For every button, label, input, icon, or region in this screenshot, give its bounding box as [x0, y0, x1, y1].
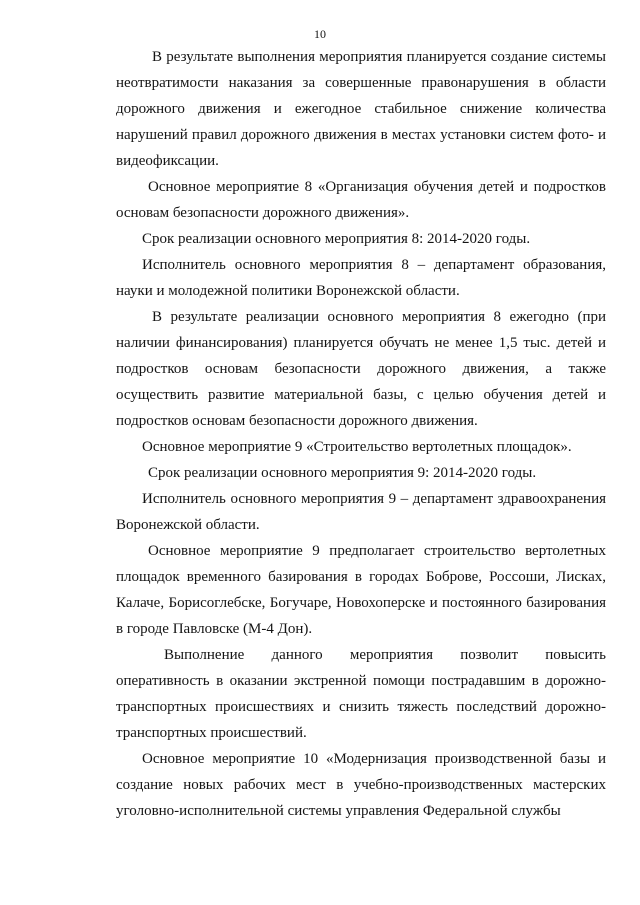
paragraph-measure-8-period: Срок реализации основного мероприятия 8: 2014-2020 годы. — [142, 231, 531, 247]
paragraph-measure-9-period: Срок реализации основного мероприятия 9: 2014-2020 годы. — [148, 465, 537, 481]
paragraph-measure-8-title: Основное мероприятие 8 «Организация обучения детей и подростков основам безопасности дорожного движения». — [116, 179, 606, 221]
paragraph-measure-9-description: Основное мероприятие 9 предполагает строительство вертолетных площадок временного базирования в городах Боброве, Россоши, Лисках, Калаче, Борисоглебске, Богучаре, Новохоперске и постоянного базирования в городе Павловске (М-4 Дон). — [116, 543, 606, 637]
paragraph-measure-9-effect: Выполнение данного мероприятия позволит повысить оперативность в оказании экстренной помощи пострадавшим в дорожно-транспортных происшествиях и снизить тяжесть последствий дорожно-транспортных происшествий. — [116, 647, 606, 741]
paragraph-measure-8-result: В результате реализации основного мероприятия 8 ежегодно (при наличии финансирования) планируется обучать не менее 1,5 тыс. детей и подростков основам безопасности дорожного движения, а также осуществить развитие материальной базы, с целью обучения детей и подростков основам безопасности дорожного движения. — [116, 309, 606, 429]
page-body — [116, 44, 606, 824]
page-number: 10 — [314, 27, 326, 41]
paragraph-measure-9-title: Основное мероприятие 9 «Строительство вертолетных площадок». — [142, 439, 572, 455]
paragraph-measure-9-executor: Исполнитель основного мероприятия 9 – департамент здравоохранения Воронежской области. — [116, 491, 606, 533]
paragraph-result-violations: В результате выполнения мероприятия планируется создание системы неотвратимости наказания за совершенные правонарушения в области дорожного движения и ежегодное стабильное снижение количества нарушений правил дорожного движения в местах установки систем фото- и видеофиксации. — [116, 49, 606, 169]
paragraph-measure-10-title: Основное мероприятие 10 «Модернизация производственной базы и создание новых рабочих мест в учебно-производственных мастерских уголовно-исполнительной системы управления Федеральной службы — [116, 751, 606, 819]
paragraph-measure-8-executor: Исполнитель основного мероприятия 8 – департамент образования, науки и молодежной политики Воронежской области. — [116, 257, 606, 299]
